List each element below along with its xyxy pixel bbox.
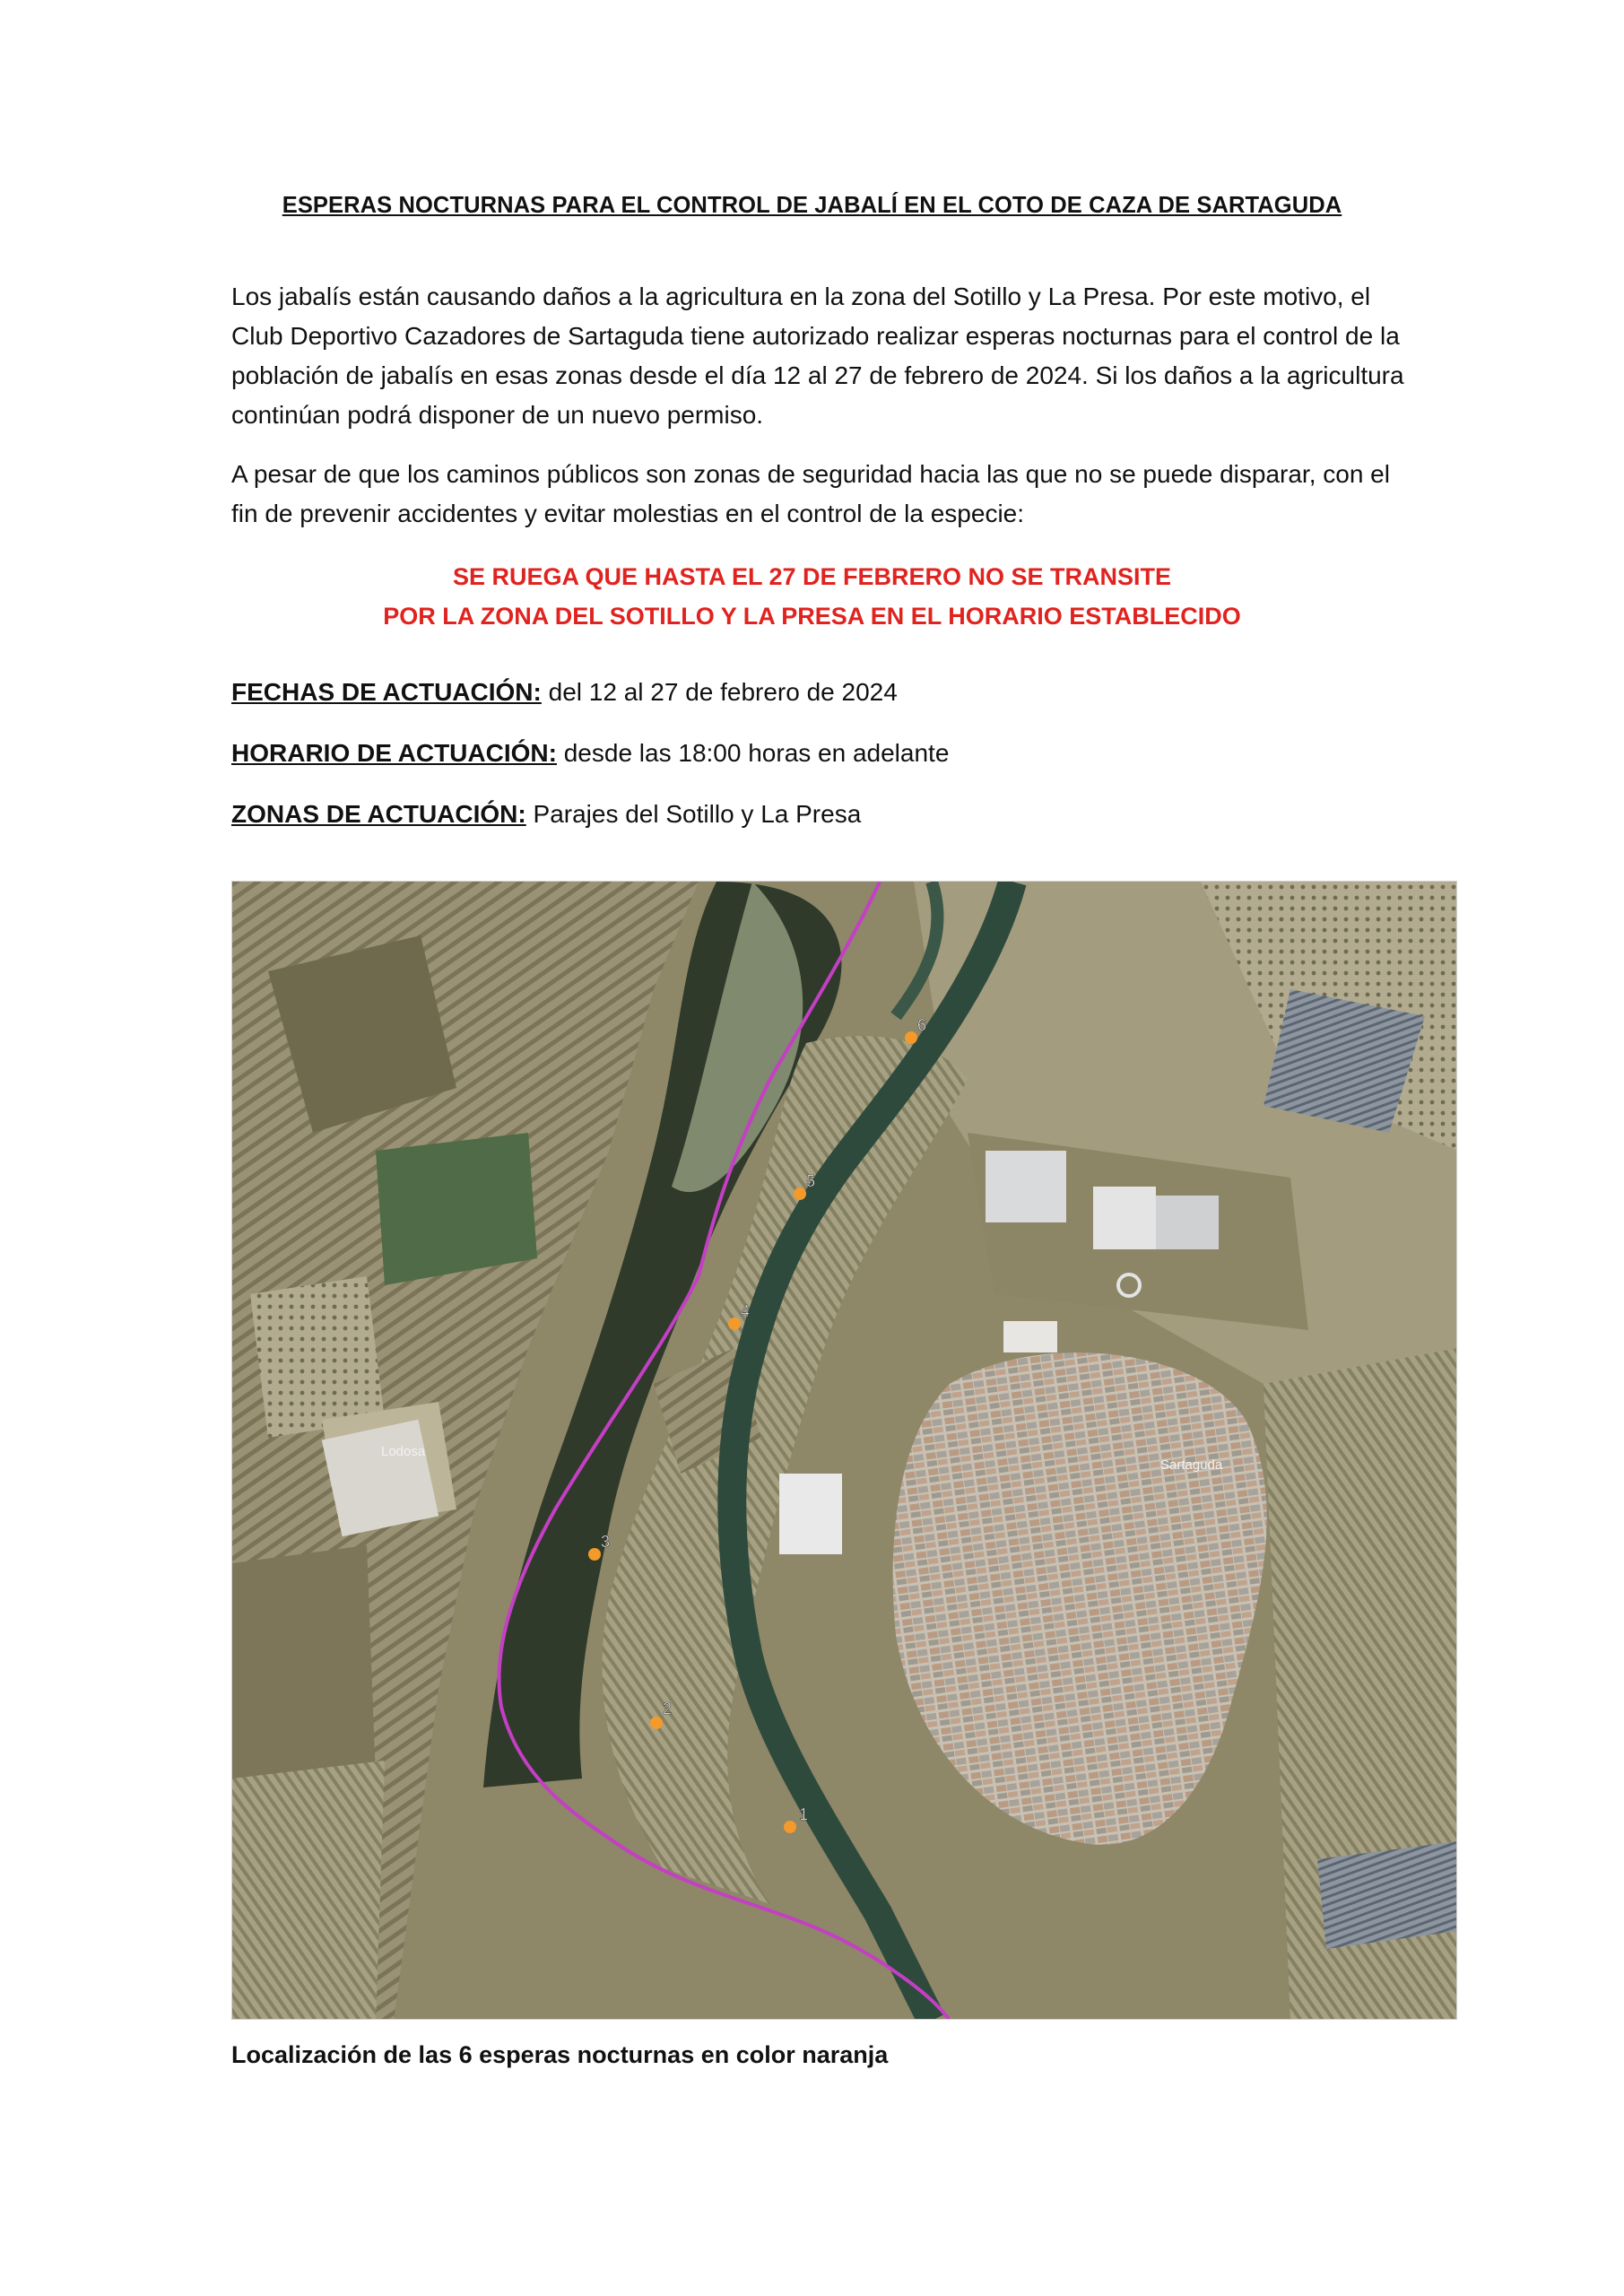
- marker-5-label: 5: [806, 1172, 816, 1190]
- marker-2-dot: [650, 1717, 663, 1729]
- marker-6-label: 6: [917, 1016, 927, 1034]
- zones-value: Parajes del Sotillo y La Presa: [525, 800, 862, 828]
- label-sartaguda: Sartaguda: [1160, 1457, 1223, 1473]
- intro-paragraph: Los jabalís están causando daños a la agricultura en la zona del Sotillo y La Presa. Por este motivo, el Club Deportivo Cazadores de Sartaguda tiene autorizado realizar esperas nocturnas para el control de la población de jabalís en esas zonas desde el día 12 al 27 de febrero de 2024. Si los daños a la agricultura continúan podrá disponer de un nuevo permiso.: [231, 283, 1404, 429]
- map-svg: [232, 882, 1457, 2020]
- industry-1: [986, 1151, 1066, 1222]
- industry-2: [1093, 1187, 1156, 1249]
- warning-line-2: POR LA ZONA DEL SOTILLO Y LA PRESA EN EL HORARIO ESTABLECIDO: [383, 603, 1241, 630]
- zones-label: ZONAS DE ACTUACIÓN:: [231, 800, 526, 828]
- document-title: ESPERAS NOCTURNAS PARA EL CONTROL DE JABALÍ EN EL COTO DE CAZA DE SARTAGUDA: [282, 193, 1342, 218]
- solar-south: [1317, 1841, 1457, 1949]
- industry-3: [1156, 1196, 1219, 1249]
- marker-1-label: 1: [799, 1805, 809, 1823]
- marker-6-dot: [905, 1031, 917, 1044]
- field-southwest: [232, 1761, 385, 2020]
- marker-2-label: 2: [663, 1700, 673, 1718]
- dates-value: del 12 al 27 de febrero de 2024: [541, 678, 898, 706]
- hours-label: HORARIO DE ACTUACIÓN:: [231, 739, 557, 767]
- greenhouses-lodosa: [322, 1420, 439, 1536]
- warning-line-1: SE RUEGA QUE HASTA EL 27 DE FEBRERO NO SE TRANSITE: [452, 563, 1172, 590]
- field-green: [376, 1133, 537, 1285]
- satellite-map: [231, 881, 1457, 2020]
- map-caption: Localización de las 6 esperas nocturnas en color naranja: [231, 2041, 889, 2068]
- town-building: [1003, 1321, 1057, 1352]
- greenhouse-central: [779, 1474, 842, 1554]
- hours-field: [231, 735, 949, 771]
- hours-value: desde las 18:00 horas en adelante: [556, 739, 950, 767]
- safety-paragraph: A pesar de que los caminos públicos son zonas de seguridad hacia las que no se puede disparar, con el fin de prevenir accidentes y evitar molestias en el control de la especie:: [231, 460, 1390, 527]
- marker-3-label: 3: [601, 1533, 611, 1551]
- marker-4-dot: [728, 1318, 741, 1330]
- dates-label: FECHAS DE ACTUACIÓN:: [231, 678, 542, 706]
- field-hill: [232, 1545, 376, 1796]
- marker-3-dot: [588, 1548, 601, 1561]
- zones-field: [231, 796, 861, 832]
- label-lodosa: Lodosa: [381, 1444, 426, 1459]
- marker-1-dot: [784, 1821, 796, 1833]
- dates-field: [231, 674, 898, 710]
- marker-4-label: 4: [741, 1302, 751, 1320]
- marker-5-dot: [794, 1187, 806, 1200]
